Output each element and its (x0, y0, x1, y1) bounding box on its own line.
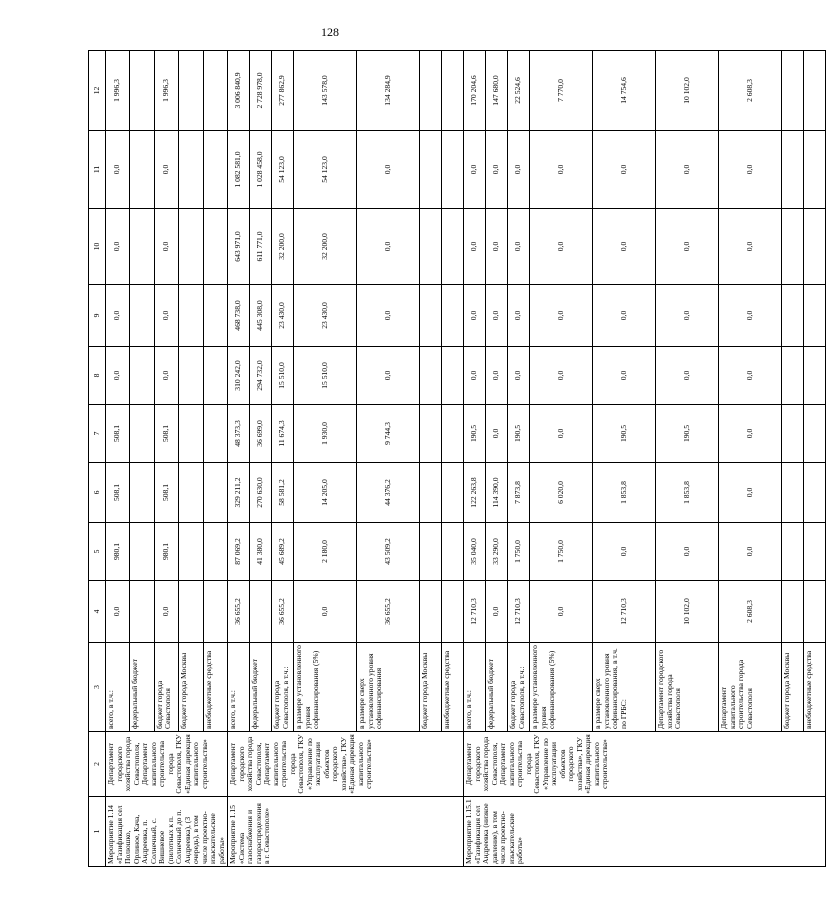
amount-cell: 0,0 (530, 581, 593, 643)
measure-cell: Мероприятие 1.15.1 «Газификация сел Андреевка (низкое давление), в том числе проектно-изыскательские работы» (464, 797, 826, 867)
amount-cell: 0,0 (154, 581, 178, 643)
amount-cell (179, 209, 203, 285)
amount-cell (804, 285, 826, 347)
amount-cell: 11 674,3 (272, 405, 294, 463)
amount-cell: 270 630,0 (250, 463, 272, 523)
amount-cell: 12 710,3 (508, 581, 530, 643)
amount-cell: 0,0 (719, 209, 782, 285)
amount-cell: 134 284,9 (357, 51, 420, 131)
amount-cell: 0,0 (593, 209, 656, 285)
funding-source-cell: федеральный бюджет (130, 643, 154, 732)
amount-cell: 0,0 (593, 285, 656, 347)
amount-cell: 0,0 (106, 209, 130, 285)
amount-cell: 190,5 (656, 405, 719, 463)
amount-cell: 43 509,2 (357, 523, 420, 581)
amount-cell: 0,0 (719, 463, 782, 523)
amount-cell (804, 131, 826, 209)
amount-cell: 980,1 (106, 523, 130, 581)
amount-cell: 0,0 (719, 131, 782, 209)
amount-cell (203, 405, 227, 463)
amount-cell (442, 581, 464, 643)
amount-cell (203, 51, 227, 131)
funding-source-cell: бюджет города Севастополя, в т.ч.: (272, 643, 294, 732)
amount-cell (420, 405, 442, 463)
amount-cell (130, 405, 154, 463)
amount-cell (179, 523, 203, 581)
amount-cell: 294 732,0 (250, 347, 272, 405)
funding-source-cell: внебюджетные средства (804, 643, 826, 732)
amount-cell: 643 971,0 (228, 209, 250, 285)
amount-cell (130, 347, 154, 405)
measure-cell: Мероприятие 1.15 «Система газоснабжения и газораспределения в г. Севастополе» (228, 797, 464, 867)
amount-cell: 0,0 (486, 285, 508, 347)
amount-cell: 0,0 (719, 285, 782, 347)
amount-cell: 36 655,2 (228, 581, 250, 643)
amount-cell (420, 285, 442, 347)
amount-cell: 0,0 (530, 285, 593, 347)
amount-cell: 277 862,9 (272, 51, 294, 131)
amount-cell (442, 463, 464, 523)
amount-cell (420, 347, 442, 405)
amount-cell (179, 405, 203, 463)
amount-cell: 32 200,0 (272, 209, 294, 285)
amount-cell: 6 020,0 (530, 463, 593, 523)
amount-cell (179, 581, 203, 643)
amount-cell: 508,1 (154, 463, 178, 523)
amount-cell (130, 285, 154, 347)
amount-cell (804, 523, 826, 581)
amount-cell: 0,0 (530, 131, 593, 209)
amount-cell: 468 738,0 (228, 285, 250, 347)
amount-cell: 2 608,3 (719, 581, 782, 643)
amount-cell: 1 028 458,0 (250, 131, 272, 209)
amount-cell (804, 405, 826, 463)
executor-cell: Департамент городского хозяйства города Севастополя, Департамент капитального строительства города Севастополя, ГКУ «Единая дирекция капитального строительства» (106, 732, 228, 797)
amount-cell (442, 523, 464, 581)
amount-cell (130, 131, 154, 209)
col-header: 11 (89, 131, 106, 209)
amount-cell: 10 102,0 (656, 51, 719, 131)
amount-cell: 2 180,0 (294, 523, 357, 581)
amount-cell: 36 655,2 (272, 581, 294, 643)
amount-cell: 0,0 (719, 523, 782, 581)
col-header: 7 (89, 405, 106, 463)
amount-cell: 1 996,3 (154, 51, 178, 131)
executor-cell: Департамент городского хозяйства города Севастополя, Департамент капитального строительства города Севастополя, ГКУ «Управление по эксплуатации объектов городского хозяйства», ГКУ «Единая дирекция капитального строительства» (228, 732, 464, 797)
funding-source-cell: бюджет города Севастополя, в т.ч.: (508, 643, 530, 732)
col-header: 9 (89, 285, 106, 347)
col-header: 5 (89, 523, 106, 581)
amount-cell: 0,0 (106, 285, 130, 347)
amount-cell: 36 655,2 (357, 581, 420, 643)
amount-cell (804, 463, 826, 523)
amount-cell: 14 754,6 (593, 51, 656, 131)
amount-cell: 508,1 (154, 405, 178, 463)
amount-cell: 0,0 (464, 131, 486, 209)
amount-cell: 310 242,0 (228, 347, 250, 405)
amount-cell (130, 523, 154, 581)
page-number: 128 (321, 25, 339, 39)
amount-cell (203, 523, 227, 581)
amount-cell: 0,0 (656, 131, 719, 209)
amount-cell: 2 608,3 (719, 51, 782, 131)
amount-cell: 44 376,2 (357, 463, 420, 523)
amount-cell (442, 405, 464, 463)
amount-cell: 0,0 (486, 581, 508, 643)
table-row (106, 51, 130, 867)
amount-cell (179, 285, 203, 347)
amount-cell (130, 209, 154, 285)
amount-cell: 980,1 (154, 523, 178, 581)
amount-cell (203, 581, 227, 643)
funding-source-cell: бюджет города Севастополя (154, 643, 178, 732)
amount-cell: 143 578,0 (294, 51, 357, 131)
amount-cell: 22 524,6 (508, 51, 530, 131)
amount-cell: 0,0 (106, 131, 130, 209)
amount-cell (420, 209, 442, 285)
amount-cell: 0,0 (719, 347, 782, 405)
table-row (464, 51, 486, 867)
amount-cell: 41 380,0 (250, 523, 272, 581)
amount-cell (782, 51, 804, 131)
funding-source-cell: Департамент капитального строительства города Севастополя (719, 643, 782, 732)
amount-cell (203, 463, 227, 523)
amount-cell: 45 689,2 (272, 523, 294, 581)
funding-source-cell: внебюджетные средства (442, 643, 464, 732)
col-header: 1 (89, 797, 106, 867)
amount-cell: 0,0 (486, 405, 508, 463)
amount-cell: 1 853,8 (593, 463, 656, 523)
funding-source-cell: Департамент городского хозяйства города Севастополя (656, 643, 719, 732)
amount-cell: 190,5 (464, 405, 486, 463)
amount-cell: 445 308,0 (250, 285, 272, 347)
amount-cell: 611 771,0 (250, 209, 272, 285)
amount-cell: 12 710,3 (464, 581, 486, 643)
funding-source-cell: всего, в т.ч.: (464, 643, 486, 732)
funding-source-cell: в размере установленного уровня софинансирования (5%) (530, 643, 593, 732)
amount-cell: 0,0 (530, 209, 593, 285)
amount-cell (782, 581, 804, 643)
col-header: 6 (89, 463, 106, 523)
amount-cell (420, 581, 442, 643)
amount-cell: 0,0 (464, 285, 486, 347)
executor-cell: Департамент городского хозяйства города Севастополя, Департамент капитального строительства города Севастополя, ГКУ «Управление по эксплуатации объектов городского хозяйства», ГКУ «Единая дирекция капитального строительства» (464, 732, 826, 797)
funding-source-cell: бюджет города Москвы (782, 643, 804, 732)
col-header: 2 (89, 732, 106, 797)
amount-cell: 190,5 (508, 405, 530, 463)
col-header: 10 (89, 209, 106, 285)
amount-cell (782, 131, 804, 209)
amount-cell: 0,0 (357, 285, 420, 347)
amount-cell: 10 102,0 (656, 581, 719, 643)
amount-cell: 54 123,0 (294, 131, 357, 209)
funding-source-cell: бюджет города Москвы (420, 643, 442, 732)
amount-cell: 12 710,3 (593, 581, 656, 643)
amount-cell: 15 510,0 (272, 347, 294, 405)
amount-cell: 114 390,0 (486, 463, 508, 523)
table-body (106, 51, 826, 867)
amount-cell: 7 873,8 (508, 463, 530, 523)
amount-cell (442, 285, 464, 347)
amount-cell: 14 205,0 (294, 463, 357, 523)
amount-cell: 0,0 (530, 347, 593, 405)
amount-cell (130, 51, 154, 131)
measure-cell: Мероприятие 1.14 «Газификация сел Полюшко, Орлиное, Кача, Андреевка, п. Солнечный, с. Вишневое (пилотных к п. Солнечный до п. Андреевка), (3 очередь), в том числе проектно-изыскательские работы» (106, 797, 228, 867)
amount-cell (420, 463, 442, 523)
amount-cell: 0,0 (464, 209, 486, 285)
funding-source-cell: в размере сверх установленного уровня софинансирования (357, 643, 420, 732)
financing-table (88, 50, 826, 867)
amount-cell: 0,0 (357, 209, 420, 285)
amount-cell (203, 209, 227, 285)
amount-cell (782, 347, 804, 405)
col-header: 3 (89, 643, 106, 732)
rotated-table-frame (88, 51, 813, 867)
amount-cell (782, 463, 804, 523)
amount-cell: 0,0 (508, 347, 530, 405)
amount-cell: 0,0 (106, 581, 130, 643)
amount-cell: 87 069,2 (228, 523, 250, 581)
amount-cell: 33 290,0 (486, 523, 508, 581)
amount-cell: 0,0 (106, 347, 130, 405)
funding-source-cell: федеральный бюджет (250, 643, 272, 732)
funding-source-cell: в размере установленного уровня софинансирования (5%) (294, 643, 357, 732)
amount-cell: 54 123,0 (272, 131, 294, 209)
amount-cell: 9 744,3 (357, 405, 420, 463)
amount-cell: 23 430,0 (272, 285, 294, 347)
amount-cell (420, 51, 442, 131)
amount-cell: 1 750,0 (508, 523, 530, 581)
amount-cell (442, 131, 464, 209)
amount-cell: 7 770,0 (530, 51, 593, 131)
col-header: 4 (89, 581, 106, 643)
amount-cell: 0,0 (593, 523, 656, 581)
amount-cell (782, 209, 804, 285)
amount-cell (130, 463, 154, 523)
amount-cell: 0,0 (486, 209, 508, 285)
amount-cell: 122 263,8 (464, 463, 486, 523)
funding-source-cell: федеральный бюджет (486, 643, 508, 732)
amount-cell (130, 581, 154, 643)
amount-cell: 1 082 581,0 (228, 131, 250, 209)
amount-cell: 0,0 (294, 581, 357, 643)
amount-cell (203, 131, 227, 209)
amount-cell: 0,0 (357, 131, 420, 209)
amount-cell: 1 996,3 (106, 51, 130, 131)
amount-cell: 0,0 (508, 131, 530, 209)
amount-cell: 0,0 (508, 285, 530, 347)
amount-cell (442, 347, 464, 405)
amount-cell: 0,0 (656, 209, 719, 285)
amount-cell: 0,0 (486, 347, 508, 405)
amount-cell (804, 347, 826, 405)
amount-cell: 508,1 (106, 463, 130, 523)
amount-cell: 0,0 (154, 285, 178, 347)
amount-cell (203, 347, 227, 405)
amount-cell: 0,0 (154, 347, 178, 405)
amount-cell (804, 51, 826, 131)
amount-cell (179, 347, 203, 405)
amount-cell: 0,0 (656, 285, 719, 347)
amount-cell: 0,0 (593, 131, 656, 209)
amount-cell (804, 209, 826, 285)
amount-cell: 48 373,3 (228, 405, 250, 463)
amount-cell: 508,1 (106, 405, 130, 463)
amount-cell: 23 430,0 (294, 285, 357, 347)
amount-cell: 0,0 (656, 347, 719, 405)
amount-cell (782, 405, 804, 463)
header-row (89, 51, 106, 867)
amount-cell: 170 204,6 (464, 51, 486, 131)
amount-cell (442, 51, 464, 131)
amount-cell: 0,0 (464, 347, 486, 405)
amount-cell: 147 680,0 (486, 51, 508, 131)
amount-cell: 0,0 (357, 347, 420, 405)
amount-cell (179, 51, 203, 131)
funding-source-cell: в размере сверх установленного уровня софинансирования, в т.ч. по ГРБС: (593, 643, 656, 732)
amount-cell (250, 581, 272, 643)
amount-cell: 58 581,2 (272, 463, 294, 523)
amount-cell: 190,5 (593, 405, 656, 463)
funding-source-cell: внебюджетные средства (203, 643, 227, 732)
amount-cell: 3 006 840,9 (228, 51, 250, 131)
col-header: 8 (89, 347, 106, 405)
amount-cell: 329 211,2 (228, 463, 250, 523)
amount-cell: 36 699,0 (250, 405, 272, 463)
amount-cell: 2 728 978,0 (250, 51, 272, 131)
amount-cell (420, 523, 442, 581)
amount-cell: 0,0 (656, 523, 719, 581)
amount-cell (203, 285, 227, 347)
amount-cell: 0,0 (719, 405, 782, 463)
amount-cell (179, 131, 203, 209)
col-header: 12 (89, 51, 106, 131)
amount-cell: 0,0 (154, 209, 178, 285)
amount-cell: 1 750,0 (530, 523, 593, 581)
amount-cell: 0,0 (593, 347, 656, 405)
amount-cell (179, 463, 203, 523)
funding-source-cell: всего, в т.ч.: (228, 643, 250, 732)
amount-cell: 0,0 (154, 131, 178, 209)
amount-cell (420, 131, 442, 209)
amount-cell: 0,0 (530, 405, 593, 463)
amount-cell: 32 200,0 (294, 209, 357, 285)
amount-cell: 0,0 (486, 131, 508, 209)
amount-cell: 35 040,0 (464, 523, 486, 581)
amount-cell (442, 209, 464, 285)
amount-cell (782, 285, 804, 347)
amount-cell: 0,0 (508, 209, 530, 285)
amount-cell (804, 581, 826, 643)
amount-cell (782, 523, 804, 581)
amount-cell: 1 930,0 (294, 405, 357, 463)
funding-source-cell: всего, в т.ч.: (106, 643, 130, 732)
amount-cell: 1 853,8 (656, 463, 719, 523)
table-row (228, 51, 250, 867)
amount-cell: 15 510,0 (294, 347, 357, 405)
funding-source-cell: бюджет города Москвы (179, 643, 203, 732)
